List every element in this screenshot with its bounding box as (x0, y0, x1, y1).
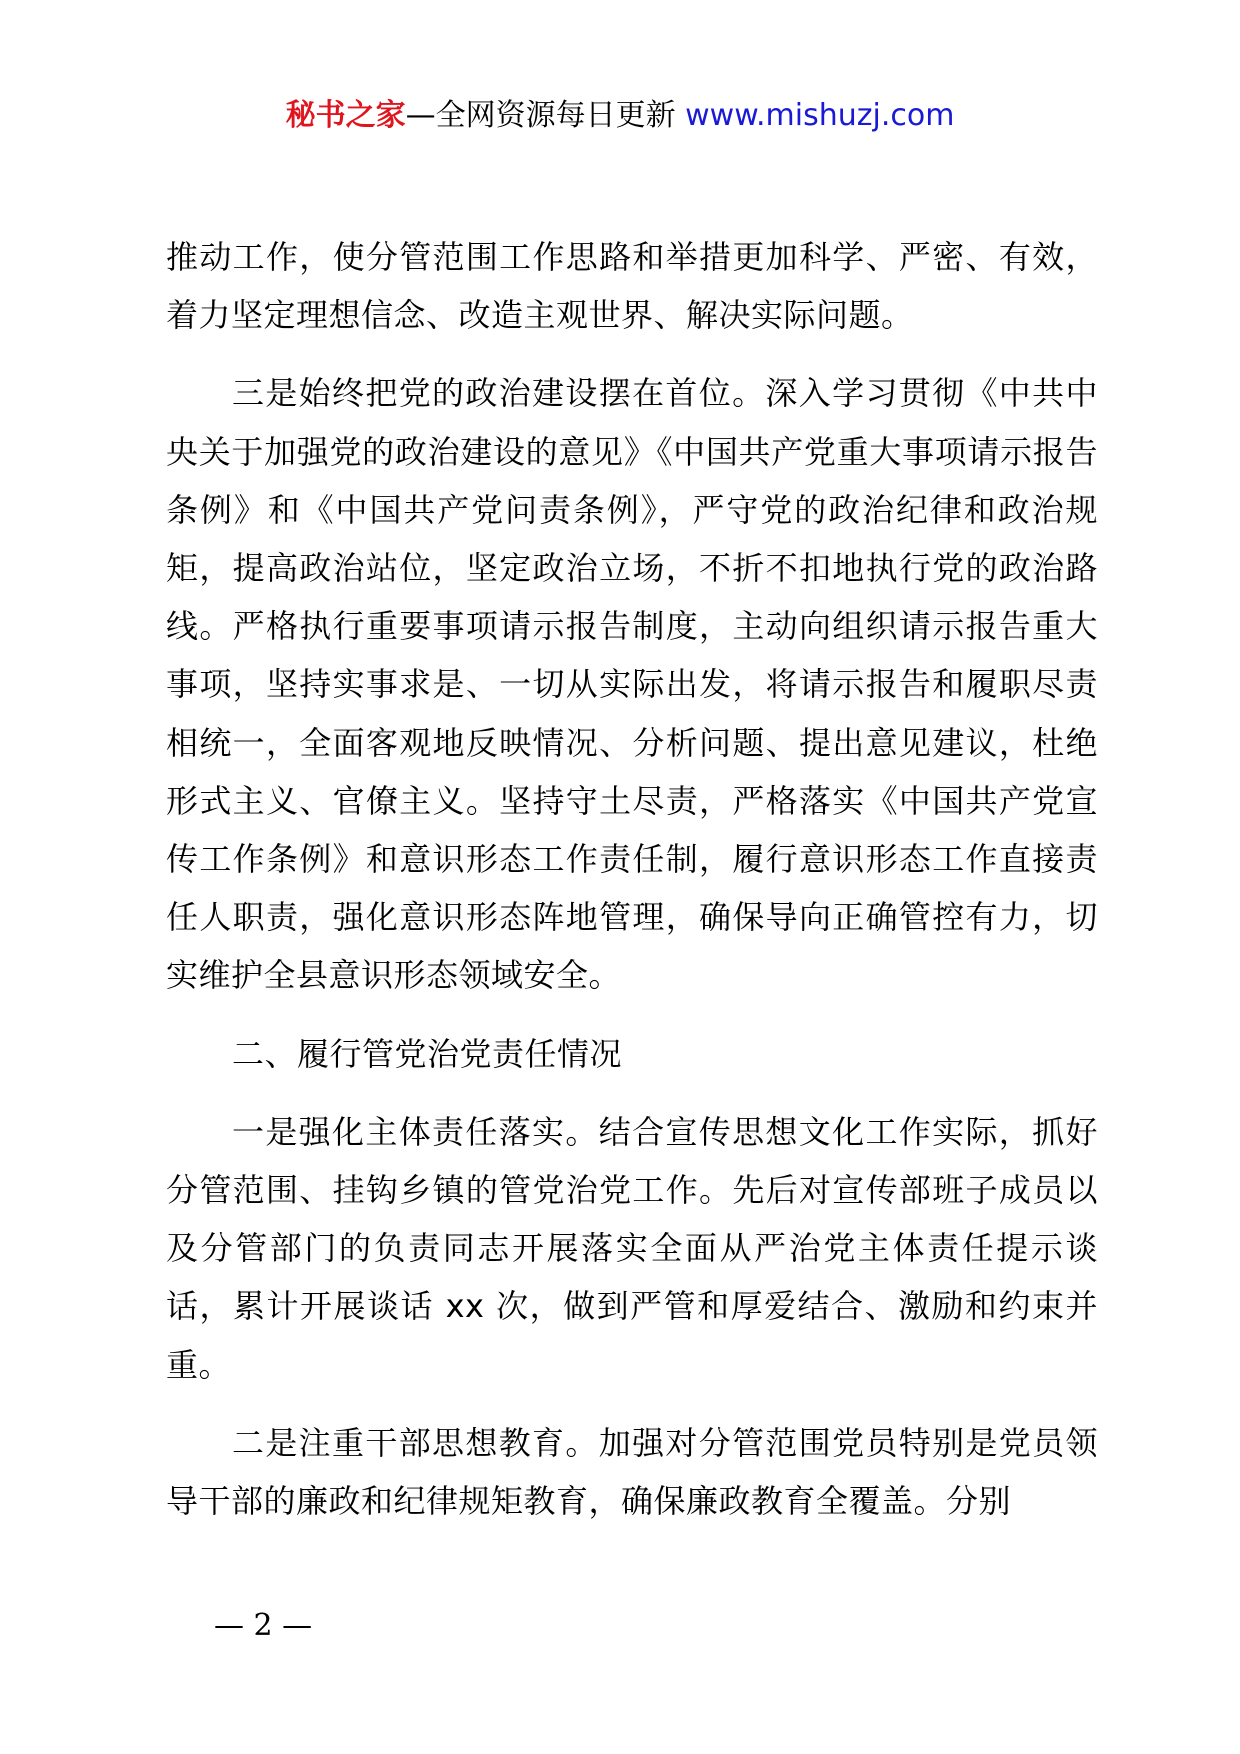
paragraph-main-responsibility: 一是强化主体责任落实。结合宣传思想文化工作实际，抓好分管范围、挂钩乡镇的管党治党工作。先后对宣传部班子成员以及分管部门的负责同志开展落实全面从严治党主体责任提示谈话，累计开展谈话 xx 次，做到严管和厚爱结合、激励和约束并重。 (166, 1112, 1098, 1384)
paragraph-political-construction: 三是始终把党的政治建设摆在首位。深入学习贯彻《中共中央关于加强党的政治建设的意见》《中国共产党重大事项请示报告条例》和《中国共产党问责条例》，严守党的政治纪律和政治规矩，提高政治站位，坚定政治立场，不折不扣地执行党的政治路线。严格执行重要事项请示报告制度，主动向组织请示报告重大事项，坚持实事求是、一切从实际出发，将请示报告和履职尽责相统一，全面客观地反映情况、分析问题、提出意见建议，杜绝形式主义、官僚主义。坚持守土尽责，严格落实《中国共产党宣传工作条例》和意识形态工作责任制，履行意识形态工作直接责任人职责，强化意识形态阵地管理，确保导向正确管控有力，切实维护全县意识形态领域安全。 (166, 374, 1098, 995)
paragraph-continuation: 推动工作，使分管范围工作思路和举措更加科学、严密、有效，着力坚定理想信念、改造主观世界、解决实际问题。 (166, 238, 1098, 335)
header-tagline: —全网资源每日更新 (405, 98, 676, 133)
page-number: — 2 — (214, 1608, 313, 1643)
site-header (0, 96, 1240, 136)
brand-name: 秘书之家 (285, 98, 406, 133)
paragraph-ideological-education: 二是注重干部思想教育。加强对分管范围党员特别是党员领导干部的廉政和纪律规矩教育，确保廉政教育全覆盖。分别 (166, 1423, 1098, 1521)
document-body (166, 228, 1098, 1550)
section-heading-party-governance: 二、履行管党治党责任情况 (232, 1034, 623, 1073)
site-url-link[interactable]: www.mishuzj.com (685, 98, 955, 133)
